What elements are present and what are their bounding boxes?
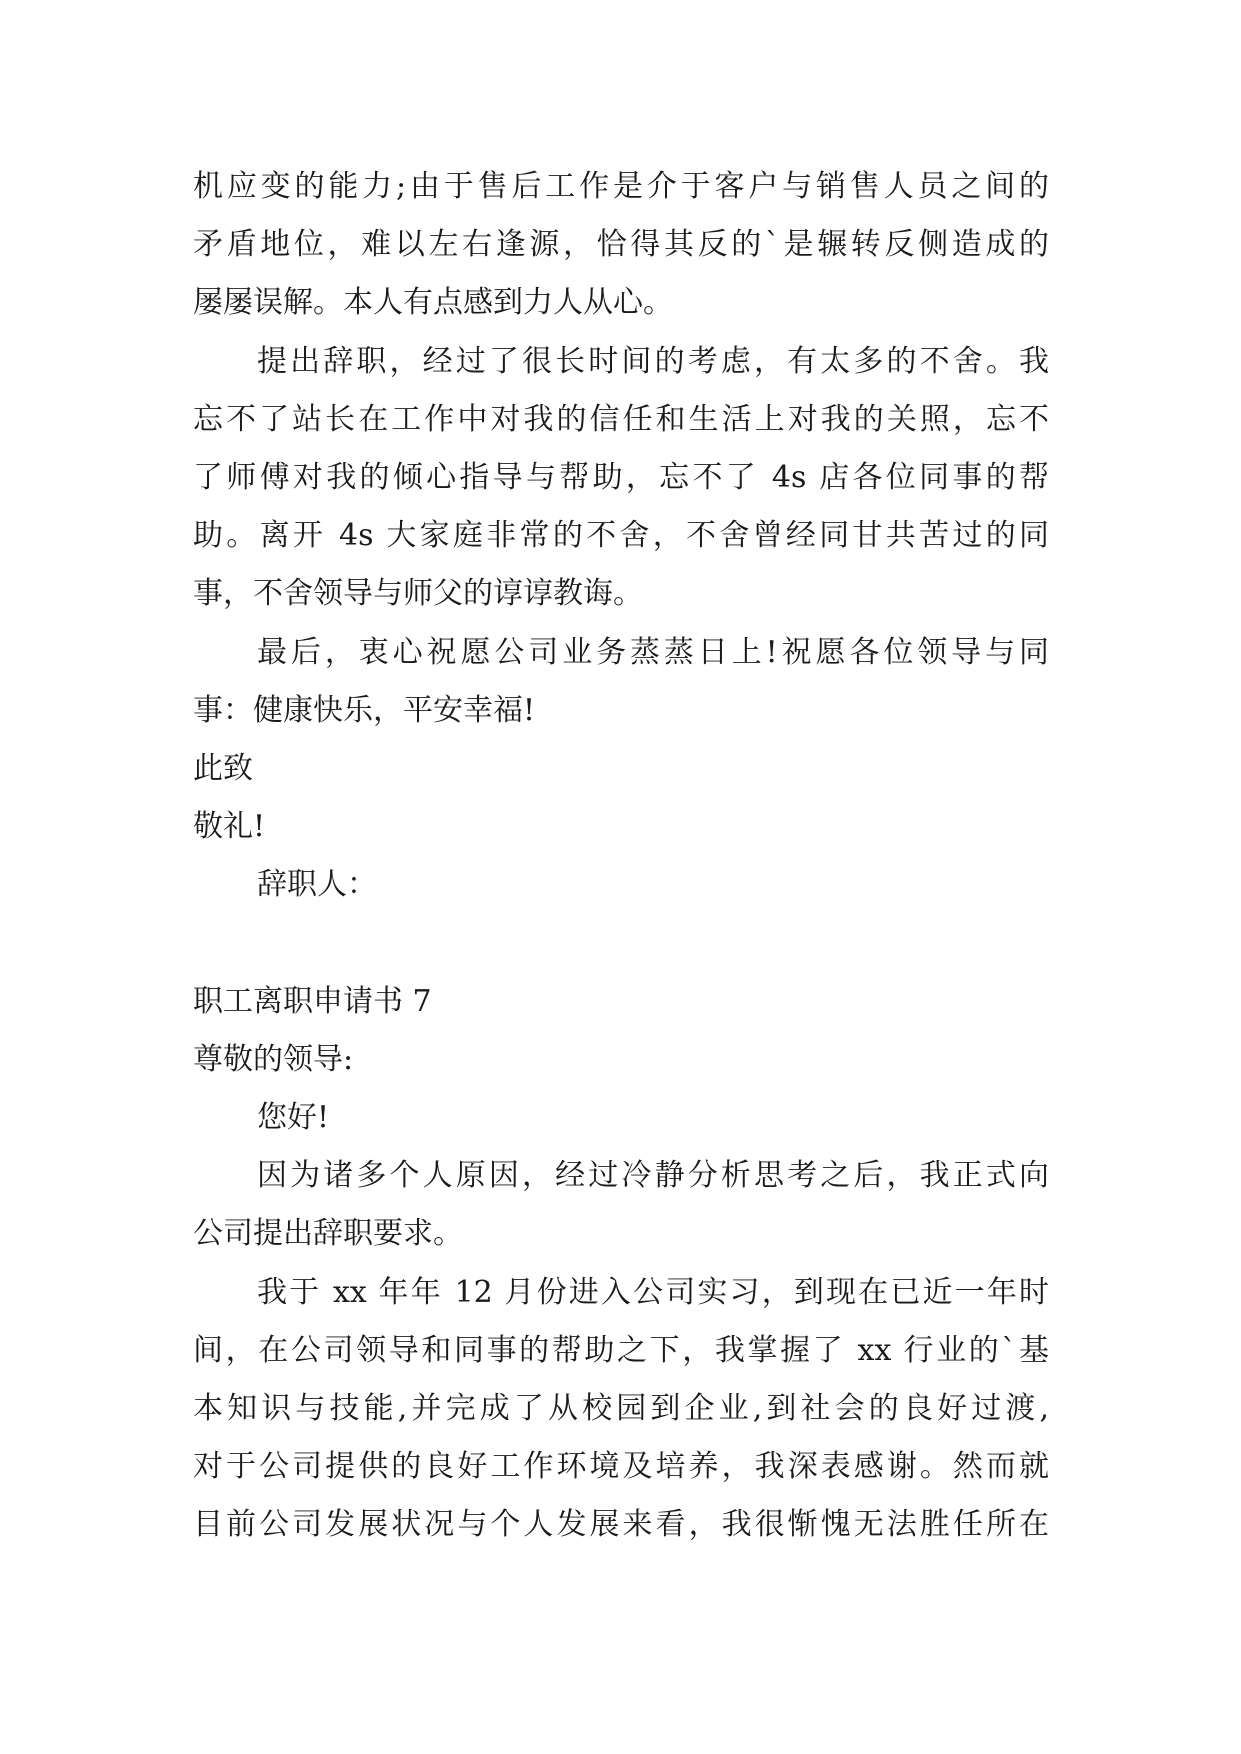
body-line: 屡屡误解。本人有点感到力人从心。 bbox=[193, 285, 673, 321]
body-line: 了师傅对我的倾心指导与帮助，忘不了 4s 店各位同事的帮 bbox=[193, 459, 1049, 495]
greeting-line: 您好! bbox=[257, 1100, 330, 1135]
paragraph-start-line: 提出辞职，经过了很长时间的考虑，有太多的不舍。我 bbox=[257, 343, 1049, 379]
closing-regards: 敬礼! bbox=[193, 809, 266, 845]
body-line: 事，不舍领导与师父的谆谆教诲。 bbox=[193, 576, 643, 612]
paragraph-start-line: 我于 xx 年年 12 月份进入公司实习，到现在已近一年时 bbox=[257, 1274, 1049, 1310]
body-line: 助。离开 4s 大家庭非常的不舍，不舍曾经同甘共苦过的同 bbox=[193, 518, 1049, 554]
body-line: 矛盾地位，难以左右逢源，恰得其反的`是辗转反侧造成的 bbox=[193, 227, 1049, 263]
body-line: 忘不了站长在工作中对我的信任和生活上对我的关照，忘不 bbox=[193, 401, 1049, 437]
section-title: 职工离职申请书 7 bbox=[193, 983, 432, 1019]
body-line: 目前公司发展状况与个人发展来看，我很惭愧无法胜任所在 bbox=[193, 1507, 1049, 1543]
body-line: 公司提出辞职要求。 bbox=[193, 1216, 463, 1252]
document-page bbox=[193, 158, 1049, 1555]
greeting-recipient: 尊敬的领导: bbox=[193, 1041, 354, 1077]
paragraph-start-line: 因为诸多个人原因，经过冷静分析思考之后，我正式向 bbox=[257, 1158, 1049, 1194]
paragraph-start-line: 最后，衷心祝愿公司业务蒸蒸日上!祝愿各位领导与同 bbox=[257, 634, 1049, 670]
body-line: 间，在公司领导和同事的帮助之下，我掌握了 xx 行业的`基 bbox=[193, 1332, 1049, 1368]
body-line: 对于公司提供的良好工作环境及培养，我深表感谢。然而就 bbox=[193, 1449, 1049, 1485]
blank-line bbox=[193, 914, 1049, 972]
body-line: 本知识与技能,并完成了从校园到企业,到社会的良好过渡, bbox=[193, 1390, 1049, 1426]
signature-line: 辞职人： bbox=[257, 867, 377, 903]
body-line: 事：健康快乐，平安幸福! bbox=[193, 692, 536, 728]
body-line: 机应变的能力;由于售后工作是介于客户与销售人员之间的 bbox=[193, 169, 1049, 204]
closing-salutation: 此致 bbox=[193, 750, 253, 786]
